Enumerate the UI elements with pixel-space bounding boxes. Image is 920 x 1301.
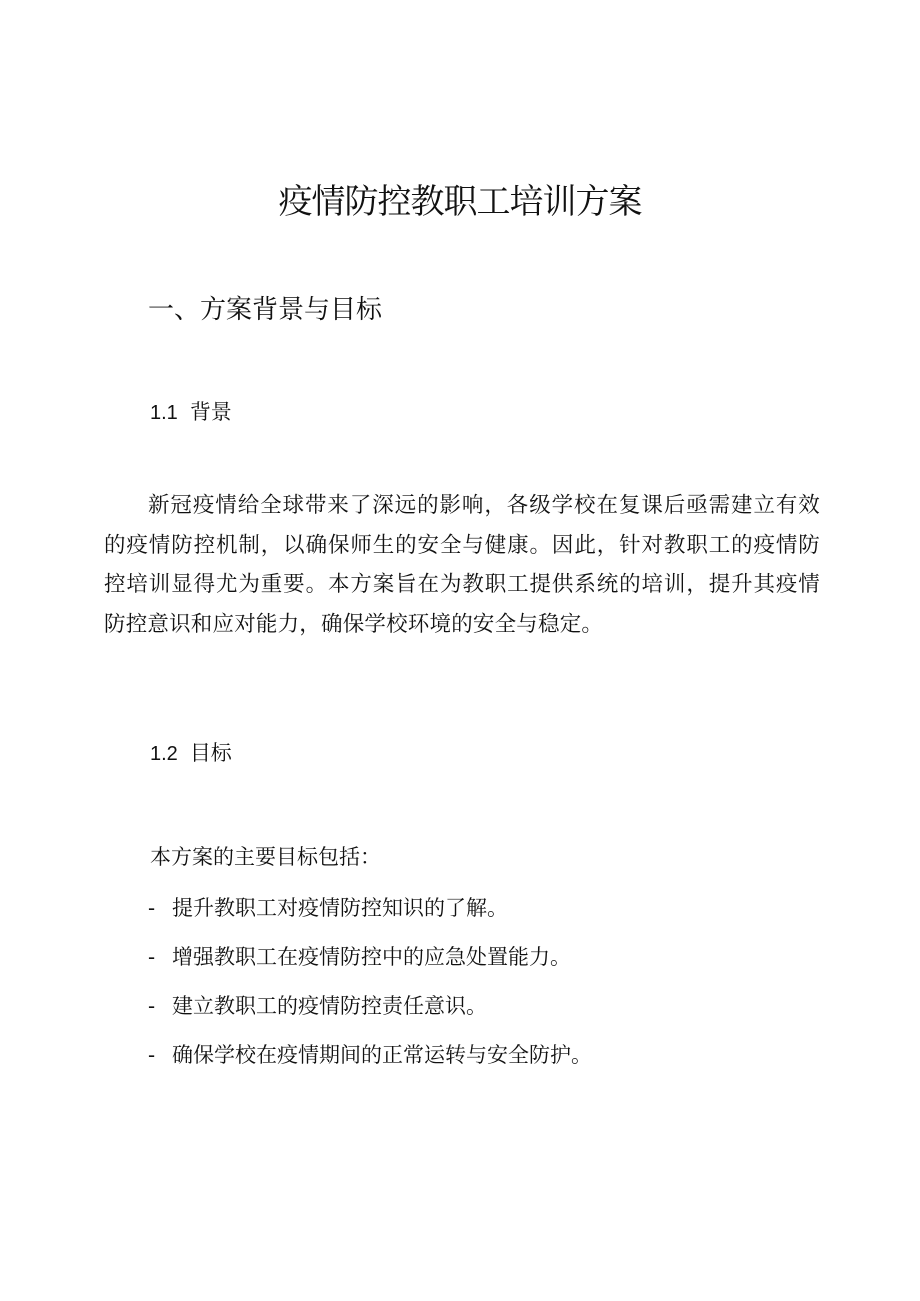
list-bullet: - bbox=[148, 1043, 156, 1067]
subsection-number: 1.2 bbox=[150, 743, 178, 765]
subsection-title: 背景 bbox=[189, 400, 232, 424]
subsection-title: 目标 bbox=[189, 741, 232, 765]
list-item bbox=[148, 988, 592, 1037]
document-title: 疫情防控教职工培训方案 bbox=[278, 182, 642, 222]
list-bullet: - bbox=[148, 994, 156, 1018]
background-paragraph: 新冠疫情给全球带来了深远的影响，各级学校在复课后亟需建立有效的疫情防控机制，以确保师生的安全与健康。因此，针对教职工的疫情防控培训显得尤为重要。本方案旨在为教职工提供系统的培训，提升其疫情防控意识和应对能力，确保学校环境的安全与稳定。 bbox=[104, 493, 820, 638]
goals-intro: 本方案的主要目标包括： bbox=[150, 845, 381, 869]
subsection-heading-goals bbox=[150, 736, 232, 771]
list-item-text: 增强教职工在疫情防控中的应急处置能力。 bbox=[172, 945, 571, 969]
list-item bbox=[148, 1037, 592, 1086]
list-item bbox=[148, 939, 592, 988]
list-item bbox=[148, 890, 592, 939]
section-heading-background-goals: 一、方案背景与目标 bbox=[148, 295, 383, 325]
subsection-heading-background bbox=[150, 395, 232, 430]
subsection-number: 1.1 bbox=[150, 402, 178, 424]
goal-list bbox=[148, 890, 592, 1086]
list-bullet: - bbox=[148, 896, 156, 920]
list-bullet: - bbox=[148, 945, 156, 969]
list-item-text: 建立教职工的疫情防控责任意识。 bbox=[172, 994, 487, 1018]
list-item-text: 提升教职工对疫情防控知识的了解。 bbox=[172, 896, 508, 920]
list-item-text: 确保学校在疫情期间的正常运转与安全防护。 bbox=[172, 1043, 592, 1067]
